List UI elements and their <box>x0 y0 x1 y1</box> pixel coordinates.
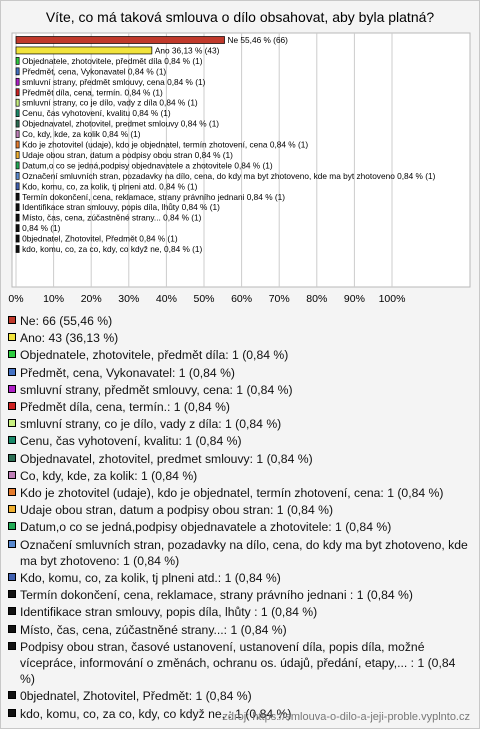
legend-label: 0bjednatel, Zhotovitel, Předmět: 1 (0,84 %) <box>20 689 252 704</box>
bar-label: 0bjednatel, Zhotovitel, Předmět 0,84 % (1) <box>22 233 178 244</box>
legend-item <box>7 570 473 586</box>
legend-label: Datum,o co se jedná,podpisy objednavatele a zhotovitele: 1 (0,84 %) <box>20 520 392 535</box>
legend-swatch <box>8 642 16 650</box>
bar-label: Kdo, komu, co, za kolik, tj plneni atd. 0,84 % (1) <box>22 181 198 192</box>
legend-swatch <box>8 402 16 410</box>
legend-swatch <box>8 350 16 358</box>
x-tick-label: 10% <box>43 293 65 305</box>
bar-label: Kdo je zhotovitel (udaje), kdo je objednatel, termín zhotovení, cena 0,84 % (1) <box>22 139 309 150</box>
legend-swatch <box>8 573 16 581</box>
x-tick-label: 40% <box>155 293 177 305</box>
legend-label: Objednavatel, zhotovitel, predmet smlouvy: 1 (0,84 %) <box>20 451 313 466</box>
legend-label: Objednatele, zhotovitele, předmět díla: 1 (0,84 %) <box>20 348 289 363</box>
legend-label: smluvní strany, co je dílo, vady z díla: 1 (0,84 %) <box>20 417 282 432</box>
legend-swatch <box>8 709 16 717</box>
bar-label: Identifikace stran smlouvy, popis díla, lhůty 0,84 % (1) <box>22 202 220 213</box>
bar <box>16 183 19 190</box>
legend-swatch <box>8 368 16 376</box>
x-tick-label: 100% <box>378 293 406 305</box>
legend-label: Udaje obou stran, datum a podpisy obou stran: 1 (0,84 %) <box>20 503 334 518</box>
bar-label: Předmět, cena, Vykonavatel 0,84 % (1) <box>22 66 167 77</box>
legend-label: Kdo, komu, co, za kolik, tj plneni atd.: 1 (0,84 %) <box>20 571 281 586</box>
bar-label: Předmět díla, cena, termín. 0,84 % (1) <box>22 87 163 98</box>
legend-swatch <box>8 436 16 444</box>
legend-label: Místo, čas, cena, zúčastněné strany...: 1 (0,84 %) <box>20 622 287 637</box>
legend-label: smluvní strany, předmět smlouvy, cena: 1 (0,84 %) <box>20 382 293 397</box>
bar-label: 0,84 % (1) <box>22 223 61 234</box>
legend-swatch <box>8 540 16 548</box>
bar <box>16 131 19 138</box>
legend-item <box>7 622 473 638</box>
legend-swatch <box>8 471 16 479</box>
bar <box>16 214 19 221</box>
bar-label: kdo, komu, co, za co, kdy, co když ne, 0,84 % (1) <box>22 244 203 254</box>
bar-label: Termín dokončení, cena, reklamace, strany právního jednani 0,84 % (1) <box>22 191 286 202</box>
bar-label: Označení smluvních stran, pozadavky na dílo, cena, do kdy ma byt zhotoveno, kde ma byt zhotoveno 0,84 % (1) <box>22 170 436 181</box>
x-tick-label: 0% <box>8 293 24 305</box>
legend-swatch <box>8 385 16 393</box>
bar <box>16 204 19 211</box>
bar <box>16 68 19 75</box>
chart-title: Víte, co má taková smlouva o dílo obsahovat, aby byla platná? <box>45 9 435 25</box>
legend-item <box>7 468 473 484</box>
legend-item <box>7 537 473 569</box>
legend-label: Co, kdy, kde, za kolik: 1 (0,84 %) <box>20 468 198 483</box>
bar-label: Co, kdy, kde, za kolik 0,84 % (1) <box>22 129 141 140</box>
legend-swatch <box>8 607 16 615</box>
chart-legend <box>7 313 473 723</box>
x-tick-label: 60% <box>231 293 253 305</box>
legend-label: Předmět, cena, Vykonavatel: 1 (0,84 %) <box>20 365 235 380</box>
legend-label: Termín dokončení, cena, reklamace, strany právního jednani : 1 (0,84 %) <box>20 588 413 603</box>
bar <box>16 162 19 169</box>
x-tick-label: 80% <box>306 293 328 305</box>
x-tick-label: 30% <box>118 293 140 305</box>
legend-swatch <box>8 590 16 598</box>
legend-label: Ano: 43 (36,13 %) <box>20 331 119 346</box>
bar <box>16 225 19 232</box>
legend-item <box>7 485 473 501</box>
legend-item <box>7 451 473 467</box>
legend-swatch <box>8 333 16 341</box>
bar <box>16 78 19 85</box>
bar <box>16 110 19 117</box>
bar-label: smluvní strany, předmět smlouvy, cena 0,84 % (1) <box>22 76 206 87</box>
legend-label: Identifikace stran smlouvy, popis díla, lhůty : 1 (0,84 %) <box>20 605 318 620</box>
legend-item <box>7 639 473 688</box>
legend-item <box>7 313 473 329</box>
bar-label: Objednatele, zhotovitele, předmět díla 0,84 % (1) <box>22 55 203 66</box>
legend-label: Předmět díla, cena, termín.: 1 (0,84 %) <box>20 400 230 415</box>
legend-label: Cenu, čas vyhotovení, kvalitu: 1 (0,84 %) <box>20 434 242 449</box>
x-tick-label: 90% <box>343 293 365 305</box>
bar-label: Objednavatel, zhotovitel, predmet smlouvy 0,84 % (1) <box>22 118 220 129</box>
legend-label: kdo, komu, co, za co, kdy, co když ne, : 1 (0,84 %) <box>20 706 292 721</box>
bar-label: Udaje obou stran, datum a podpisy obou stran 0,84 % (1) <box>22 149 233 160</box>
bar <box>16 37 225 44</box>
legend-item <box>7 416 473 432</box>
legend-item <box>7 399 473 415</box>
x-tick-label: 20% <box>80 293 102 305</box>
legend-swatch <box>8 316 16 324</box>
bar-label: Cenu, čas vyhotovení, kvalitu 0,84 % (1) <box>22 108 171 119</box>
bar <box>16 172 19 179</box>
legend-label: Ne: 66 (55,46 %) <box>20 314 113 328</box>
x-tick-label: 50% <box>193 293 215 305</box>
legend-item <box>7 519 473 535</box>
legend-item <box>7 587 473 603</box>
bar-label: Místo, čas, cena, zúčastněné strany... 0,84 % (1) <box>22 212 202 223</box>
bar <box>16 246 19 253</box>
legend-item <box>7 365 473 381</box>
legend-item <box>7 347 473 363</box>
legend-item <box>7 330 473 346</box>
legend-label: Označení smluvních stran, pozadavky na dílo, cena, do kdy ma byt zhotoveno, kde ma byt zhotoveno: 1 (0,84 %) <box>20 537 468 568</box>
legend-swatch <box>8 505 16 513</box>
legend-swatch <box>8 625 16 633</box>
bar-label: Datum,o co se jedná,podpisy objednavatele a zhotovitele 0,84 % (1) <box>22 160 273 171</box>
legend-swatch <box>8 488 16 496</box>
legend-item <box>7 433 473 449</box>
x-tick-label: 70% <box>268 293 290 305</box>
legend-item <box>7 604 473 620</box>
legend-label: Kdo je zhotovitel (udaje), kdo je objednatel, termín zhotovení, cena: 1 (0,84 %) <box>20 486 444 501</box>
legend-label: Podpisy obou stran, časové ustanovení, ustanovení díla, popis díla, možné vícepráce, informování o změnách, ochranu os. údajů, předání, etapy,... : 1 (0,84 %) <box>20 639 456 687</box>
bar-label: Ano 36,13 % (43) <box>154 45 220 56</box>
bar <box>16 235 19 242</box>
bar <box>16 141 19 148</box>
bar-label: smluvní strany, co je dílo, vady z díla 0,84 % (1) <box>22 97 198 108</box>
bar <box>16 151 19 158</box>
legend-item <box>7 382 473 398</box>
bar <box>16 47 152 54</box>
legend-swatch <box>8 522 16 530</box>
bar <box>16 57 19 64</box>
legend-item <box>7 502 473 518</box>
legend-swatch <box>8 419 16 427</box>
bar <box>16 99 19 106</box>
bar <box>16 193 19 200</box>
source-note: zdroj: https://smlouva-o-dilo-a-jeji-proble.vyplnto.cz <box>222 711 470 723</box>
bar-label: Ne 55,46 % (66) <box>227 35 288 45</box>
legend-swatch <box>8 691 16 699</box>
bar <box>16 89 19 96</box>
legend-swatch <box>8 454 16 462</box>
legend-item <box>7 688 473 704</box>
bar-chart <box>0 0 480 310</box>
bar <box>16 120 19 127</box>
